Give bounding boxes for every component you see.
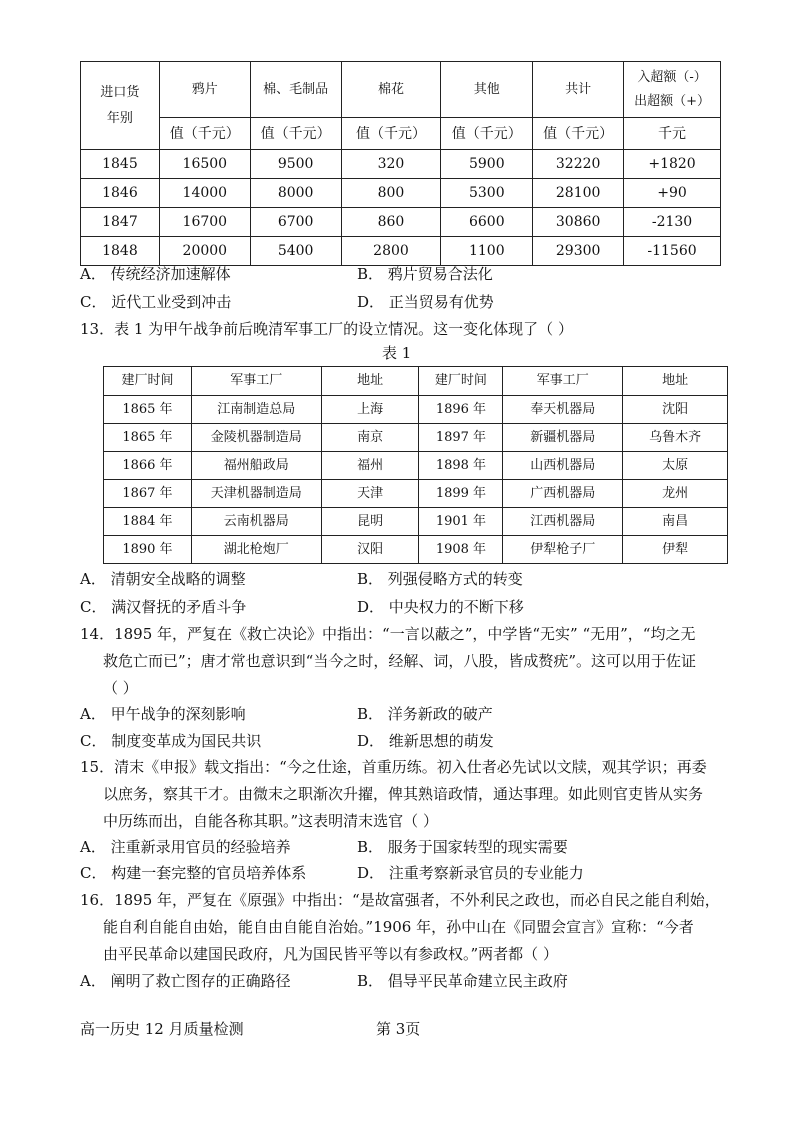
column-header: 军事工厂	[503, 367, 623, 396]
table-cell: 30860	[533, 208, 624, 237]
table-row	[81, 179, 721, 208]
table-cell: +90	[624, 179, 721, 208]
table-cell: 江西机器局	[503, 508, 623, 536]
table-cell: 320	[341, 150, 441, 179]
table-cell: 奉天机器局	[503, 396, 623, 424]
table-cell: 伊犁	[623, 536, 728, 564]
q12-option-a: A． 传统经济加速解体	[80, 265, 231, 283]
table-cell: 新疆机器局	[503, 424, 623, 452]
q15-option-a: A． 注重新录用官员的经验培养	[80, 838, 291, 856]
q15-line-2: 以庶务，察其干才。由微末之职渐次升擢，俾其熟谙政情，通达事理。如此则官吏皆从实务	[103, 785, 704, 803]
unit-cell: 值（千元）	[250, 118, 341, 150]
table-cell: 14000	[159, 179, 250, 208]
table-cell: 上海	[321, 396, 419, 424]
column-header: 军事工厂	[191, 367, 321, 396]
q12-option-d: D． 正当贸易有优势	[357, 293, 494, 311]
table-cell: 龙州	[623, 480, 728, 508]
table-cell: 16500	[159, 150, 250, 179]
table-cell: 20000	[159, 237, 250, 266]
table-cell: 太原	[623, 452, 728, 480]
table-cell: -2130	[624, 208, 721, 237]
table-row	[81, 208, 721, 237]
column-header: 棉花	[341, 62, 441, 118]
table-cell: 8000	[250, 179, 341, 208]
table-cell: 1848	[81, 237, 160, 266]
footer-exam-title: 高一历史 12 月质量检测	[80, 1020, 244, 1038]
corner-header-cell	[81, 62, 160, 150]
import-trade-table	[80, 61, 721, 266]
import-surplus-label: 入超额（-）	[637, 69, 707, 85]
table-cell: 南昌	[623, 508, 728, 536]
corner-header-top: 进口货	[100, 84, 140, 100]
table-cell: 伊犁枪子厂	[503, 536, 623, 564]
q16-line-1: 16．1895 年，严复在《原强》中指出：“是故富强者，不外利民之政也，而必自民之能自利始，	[80, 891, 720, 909]
table-cell: 5900	[441, 150, 533, 179]
table-cell: 1867 年	[104, 480, 192, 508]
q16-option-b: B． 倡导平民革命建立民主政府	[357, 972, 568, 990]
table-row	[104, 424, 728, 452]
q14-line-3: （ ）	[103, 679, 138, 697]
q16-line-2: 能自利自能自由始，能自由自能自治始。”1906 年，孙中山在《同盟会宣言》宣称：“今者	[103, 918, 694, 936]
corner-header-bottom: 年别	[106, 110, 133, 126]
table-cell: 1898 年	[419, 452, 503, 480]
table-cell: 5300	[441, 179, 533, 208]
column-header: 建厂时间	[104, 367, 192, 396]
table-cell: 1845	[81, 150, 160, 179]
unit-cell: 值（千元）	[341, 118, 441, 150]
table-cell: 汉阳	[321, 536, 419, 564]
military-factories-table	[103, 366, 728, 564]
q15-option-d: D． 注重考察新录官员的专业能力	[357, 864, 584, 882]
column-header: 其他	[441, 62, 533, 118]
q16-option-a: A． 阐明了救亡图存的正确路径	[80, 972, 291, 990]
unit-cell: 值（千元）	[441, 118, 533, 150]
footer-page-number: 第 3页	[376, 1020, 421, 1038]
table-cell: 1865 年	[104, 396, 192, 424]
table-row	[104, 480, 728, 508]
q14-line-2: 救危亡而已”；唐才常也意识到“当今之时，经解、词，八股，皆成赘疣”。这可以用于佐证	[103, 652, 697, 670]
q12-option-c: C． 近代工业受到冲击	[80, 293, 232, 311]
q13-option-d: D． 中央权力的不断下移	[357, 598, 524, 616]
q14-option-d: D． 维新思想的萌发	[357, 732, 494, 750]
table-cell: 广西机器局	[503, 480, 623, 508]
table-row	[81, 237, 721, 266]
q12-option-b: B． 鸦片贸易合法化	[357, 265, 493, 283]
q14-option-a: A． 甲午战争的深刻影响	[80, 705, 246, 723]
unit-cell: 值（千元）	[159, 118, 250, 150]
table-cell: 乌鲁木齐	[623, 424, 728, 452]
table-cell: 1908 年	[419, 536, 503, 564]
table-cell: 天津机器制造局	[191, 480, 321, 508]
table-cell: 1901 年	[419, 508, 503, 536]
export-surplus-label: 出超额（+）	[634, 93, 710, 109]
table-caption: 表 1	[382, 344, 412, 362]
q16-line-3: 由平民革命以建国民政府，凡为国民皆平等以有参政权。”两者都（ ）	[103, 945, 558, 963]
table-cell: 5400	[250, 237, 341, 266]
table-cell: 1884 年	[104, 508, 192, 536]
table-cell: 南京	[321, 424, 419, 452]
table-cell: 28100	[533, 179, 624, 208]
table-cell: 金陵机器制造局	[191, 424, 321, 452]
table-cell: 6700	[250, 208, 341, 237]
table-cell: +1820	[624, 150, 721, 179]
q15-option-b: B． 服务于国家转型的现实需要	[357, 838, 568, 856]
table-cell: 6600	[441, 208, 533, 237]
q13-stem: 13．表 1 为甲午战争前后晚清军事工厂的设立情况。这一变化体现了（ ）	[80, 320, 573, 338]
table-cell: 福州	[321, 452, 419, 480]
table-cell: 湖北枪炮厂	[191, 536, 321, 564]
table-row	[104, 536, 728, 564]
q14-option-b: B． 洋务新政的破产	[357, 705, 493, 723]
table-cell: 2800	[341, 237, 441, 266]
table-row	[81, 150, 721, 179]
table-cell: 32220	[533, 150, 624, 179]
table-cell: 福州船政局	[191, 452, 321, 480]
table-cell: 1100	[441, 237, 533, 266]
unit-cell: 千元	[624, 118, 721, 150]
table-cell: 9500	[250, 150, 341, 179]
table-cell: 29300	[533, 237, 624, 266]
column-header: 地址	[623, 367, 728, 396]
balance-header-cell	[624, 62, 721, 118]
column-header: 地址	[321, 367, 419, 396]
table-cell: 1866 年	[104, 452, 192, 480]
q15-line-3: 中历练而出，自能各称其职。”这表明清末选官（ ）	[103, 812, 438, 830]
table-cell: -11560	[624, 237, 721, 266]
q13-option-c: C． 满汉督抚的矛盾斗争	[80, 598, 247, 616]
table-cell: 山西机器局	[503, 452, 623, 480]
table-cell: 16700	[159, 208, 250, 237]
table-cell: 云南机器局	[191, 508, 321, 536]
table-cell: 沈阳	[623, 396, 728, 424]
table-cell: 1865 年	[104, 424, 192, 452]
table-cell: 800	[341, 179, 441, 208]
table-header-row	[104, 367, 728, 396]
table-cell: 1896 年	[419, 396, 503, 424]
table-cell: 1899 年	[419, 480, 503, 508]
q14-option-c: C． 制度变革成为国民共识	[80, 732, 262, 750]
table-row	[104, 508, 728, 536]
unit-cell: 值（千元）	[533, 118, 624, 150]
column-header: 鸦片	[159, 62, 250, 118]
table-cell: 1890 年	[104, 536, 192, 564]
q15-option-c: C． 构建一套完整的官员培养体系	[80, 864, 307, 882]
table-cell: 昆明	[321, 508, 419, 536]
q15-line-1: 15．清末《申报》载文指出：“今之仕途，首重历练。初入仕者必先试以文牍，观其学识；再委	[80, 758, 707, 776]
table-cell: 1847	[81, 208, 160, 237]
table-cell: 860	[341, 208, 441, 237]
column-header: 建厂时间	[419, 367, 503, 396]
q13-option-a: A． 清朝安全战略的调整	[80, 570, 246, 588]
table-cell: 1846	[81, 179, 160, 208]
column-header: 共计	[533, 62, 624, 118]
table-cell: 1897 年	[419, 424, 503, 452]
q14-line-1: 14．1895 年，严复在《救亡决论》中指出：“一言以蔽之”，中学皆“无实” “无用”，“均之无	[80, 625, 696, 643]
table-row	[104, 396, 728, 424]
table-cell: 天津	[321, 480, 419, 508]
table-cell: 江南制造总局	[191, 396, 321, 424]
column-header: 棉、毛制品	[250, 62, 341, 118]
table-row	[104, 452, 728, 480]
q13-option-b: B． 列强侵略方式的转变	[357, 570, 523, 588]
